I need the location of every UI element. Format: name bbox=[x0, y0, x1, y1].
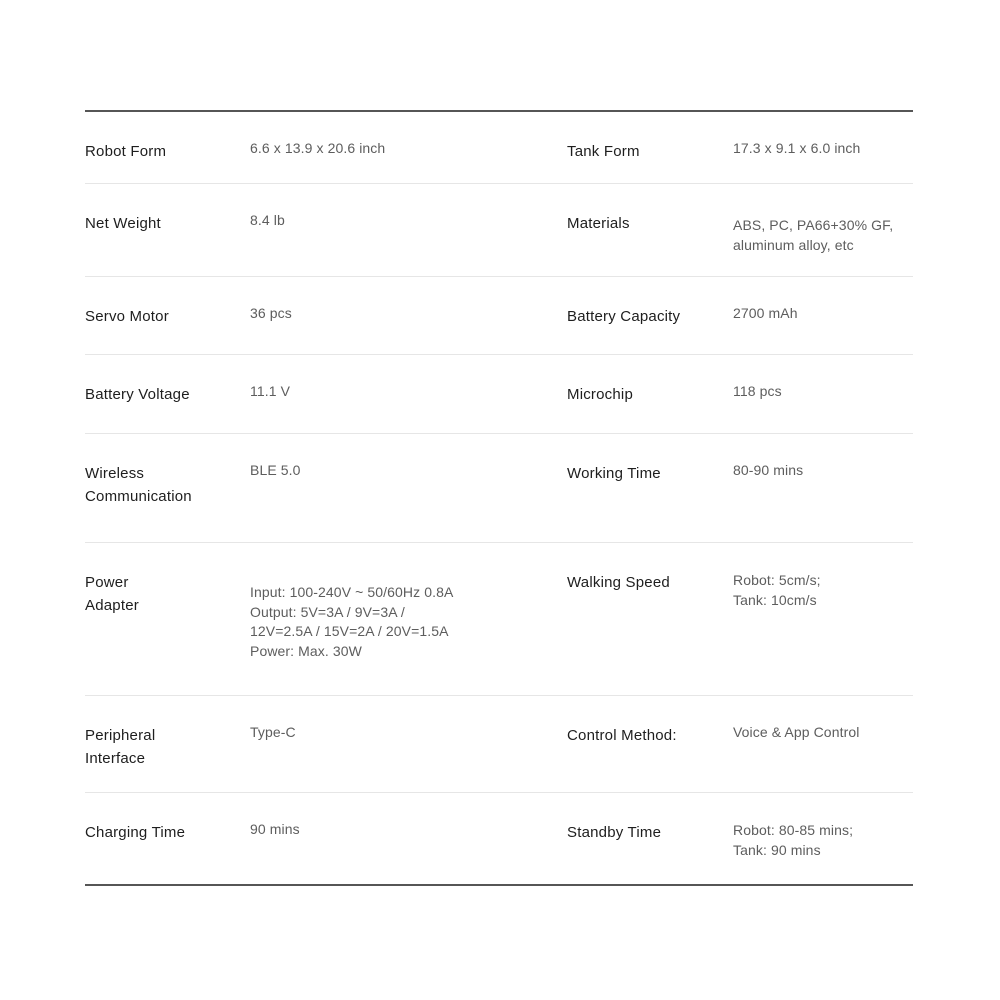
spec-row bbox=[85, 793, 913, 884]
spec-value-line: Type-C bbox=[250, 724, 296, 740]
spec-label-cell bbox=[85, 696, 250, 792]
spec-value-line: ABS, PC, PA66+30% GF, bbox=[733, 217, 894, 233]
spec-value-cell bbox=[250, 793, 567, 884]
spec-value-line: 17.3 x 9.1 x 6.0 inch bbox=[733, 140, 861, 156]
spec-value-cell bbox=[250, 696, 567, 792]
spec-value-line: 8.4 lb bbox=[250, 212, 285, 228]
spec-label-cell bbox=[567, 277, 733, 354]
spec-label-cell bbox=[567, 696, 733, 792]
spec-value-cell bbox=[733, 793, 913, 884]
spec-value-cell bbox=[733, 434, 913, 542]
spec-label-cell bbox=[85, 543, 250, 695]
spec-label-cell bbox=[567, 793, 733, 884]
spec-row bbox=[85, 355, 913, 434]
spec-label-line: Charging Time bbox=[85, 824, 186, 841]
spec-value-line: Tank: 10cm/s bbox=[733, 591, 817, 608]
spec-label-cell bbox=[85, 434, 250, 542]
spec-label-line: Control Method: bbox=[567, 727, 677, 744]
product-spec-table bbox=[85, 110, 913, 886]
spec-value-cell bbox=[733, 696, 913, 792]
spec-value-line: Robot: 5cm/s; bbox=[733, 572, 821, 588]
spec-value-line: 118 pcs bbox=[733, 383, 782, 399]
spec-value-line: 2700 mAh bbox=[733, 305, 798, 321]
spec-label-cell bbox=[85, 793, 250, 884]
spec-value-cell bbox=[733, 543, 913, 695]
spec-label-cell bbox=[85, 355, 250, 433]
spec-label-cell bbox=[567, 543, 733, 695]
spec-label-cell bbox=[85, 184, 250, 276]
spec-value-line: aluminum alloy, etc bbox=[733, 236, 854, 253]
spec-row bbox=[85, 112, 913, 184]
spec-label-line: Battery Voltage bbox=[85, 386, 190, 403]
spec-value-cell bbox=[250, 277, 567, 354]
spec-label-line: Net Weight bbox=[85, 215, 161, 232]
spec-row bbox=[85, 543, 913, 696]
spec-value-line: 12V=2.5A / 15V=2A / 20V=1.5A bbox=[250, 623, 449, 639]
spec-label-line: Standby Time bbox=[567, 824, 662, 841]
spec-label-cell bbox=[567, 355, 733, 433]
spec-row bbox=[85, 184, 913, 277]
spec-label-line: Robot Form bbox=[85, 143, 167, 160]
spec-value-line: Power: Max. 30W bbox=[250, 642, 362, 659]
spec-value-cell bbox=[733, 277, 913, 354]
spec-label-cell bbox=[567, 434, 733, 542]
spec-value-cell bbox=[250, 112, 567, 183]
spec-value-cell bbox=[250, 184, 567, 276]
spec-value-line: 80-90 mins bbox=[733, 462, 804, 478]
spec-value-line: 11.1 V bbox=[250, 383, 291, 399]
spec-label-line: Interface bbox=[85, 750, 146, 767]
spec-label-cell bbox=[567, 112, 733, 183]
spec-row bbox=[85, 696, 913, 793]
spec-row bbox=[85, 434, 913, 543]
spec-value-cell bbox=[250, 543, 567, 695]
spec-value-line: 90 mins bbox=[250, 821, 300, 837]
spec-value-cell bbox=[250, 434, 567, 542]
spec-label-line: Battery Capacity bbox=[567, 308, 681, 325]
spec-label-cell bbox=[85, 112, 250, 183]
spec-label-cell bbox=[567, 184, 733, 276]
spec-label-line: Wireless bbox=[85, 465, 145, 482]
spec-label-cell bbox=[85, 277, 250, 354]
spec-value-cell bbox=[733, 184, 913, 276]
spec-value-line: BLE 5.0 bbox=[250, 462, 301, 478]
spec-label-line: Materials bbox=[567, 215, 630, 232]
spec-label-line: Communication bbox=[85, 488, 192, 505]
spec-label-line: Walking Speed bbox=[567, 574, 670, 591]
spec-value-line: 36 pcs bbox=[250, 305, 292, 321]
spec-value-line: Voice & App Control bbox=[733, 724, 860, 740]
spec-label-line: Servo Motor bbox=[85, 308, 169, 325]
spec-label-line: Tank Form bbox=[567, 143, 640, 160]
spec-label-line: Peripheral bbox=[85, 727, 156, 744]
spec-value-cell bbox=[733, 112, 913, 183]
spec-value-line: Tank: 90 mins bbox=[733, 841, 821, 858]
spec-label-line: Adapter bbox=[85, 597, 139, 614]
spec-value-line: Input: 100-240V ~ 50/60Hz 0.8A bbox=[250, 584, 454, 600]
spec-row bbox=[85, 277, 913, 355]
spec-value-cell bbox=[250, 355, 567, 433]
spec-label-line: Microchip bbox=[567, 386, 633, 403]
spec-value-cell bbox=[733, 355, 913, 433]
spec-label-line: Power bbox=[85, 574, 129, 591]
spec-value-line: 6.6 x 13.9 x 20.6 inch bbox=[250, 140, 386, 156]
spec-label-line: Working Time bbox=[567, 465, 661, 482]
spec-value-line: Output: 5V=3A / 9V=3A / bbox=[250, 603, 405, 620]
spec-value-line: Robot: 80-85 mins; bbox=[733, 822, 854, 838]
